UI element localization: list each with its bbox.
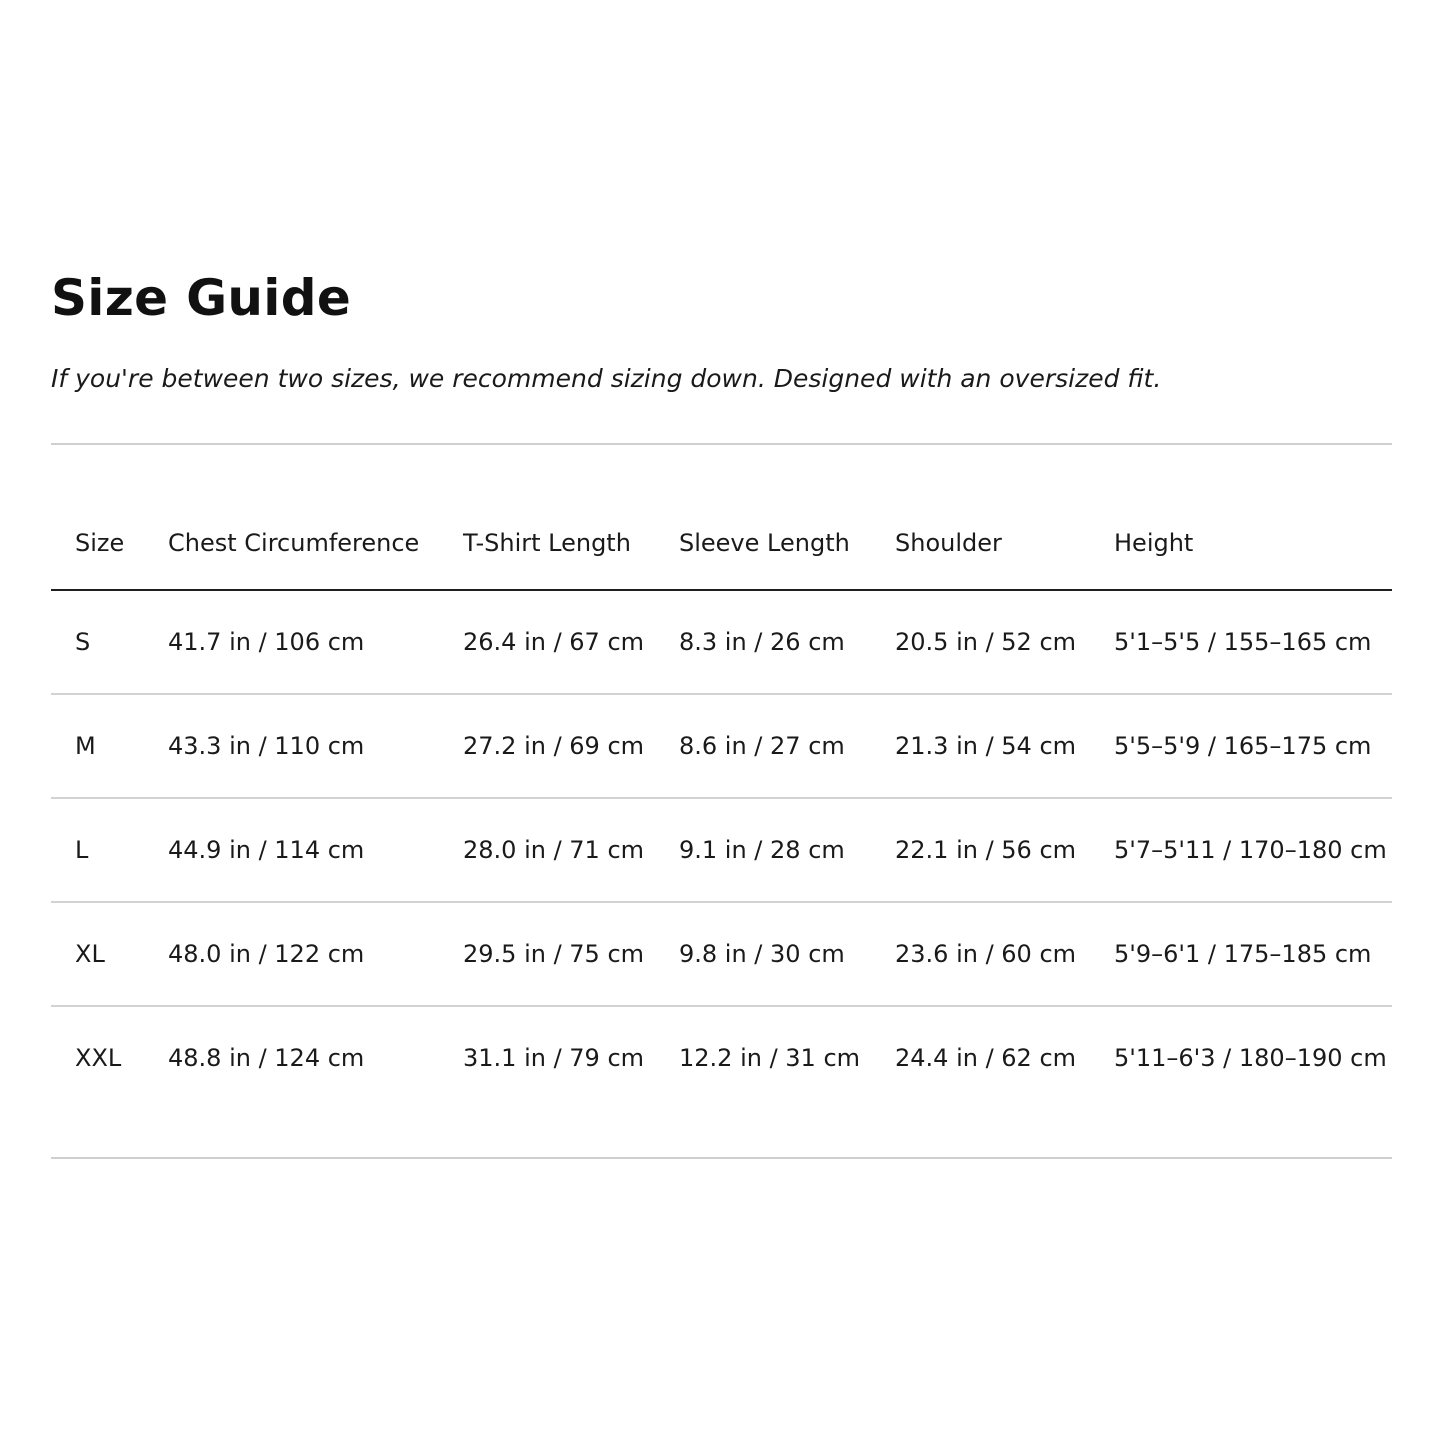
- cell-sleeve-length: 8.6 in / 27 cm: [655, 695, 871, 799]
- header-height: Height: [1090, 496, 1392, 591]
- header-row: [51, 496, 1392, 591]
- size-guide-panel: [51, 262, 1392, 1159]
- header-sleeve-length: Sleeve Length: [655, 496, 871, 591]
- size-table: [51, 496, 1392, 1109]
- header-size: Size: [51, 496, 144, 591]
- cell-height: 5'5–5'9 / 165–175 cm: [1090, 695, 1392, 799]
- cell-shoulder: 21.3 in / 54 cm: [871, 695, 1090, 799]
- cell-chest: 41.7 in / 106 cm: [144, 591, 439, 695]
- header-shoulder: Shoulder: [871, 496, 1090, 591]
- cell-shoulder: 20.5 in / 52 cm: [871, 591, 1090, 695]
- cell-height: 5'9–6'1 / 175–185 cm: [1090, 903, 1392, 1007]
- header-tshirt-length: T-Shirt Length: [439, 496, 655, 591]
- cell-size: S: [51, 591, 144, 695]
- fit-note: If you're between two sizes, we recommend sizing down. Designed with an oversized fit.: [51, 364, 1162, 393]
- cell-tshirt-length: 31.1 in / 79 cm: [463, 1044, 645, 1072]
- table-body: [51, 591, 1392, 1109]
- cell-chest: 44.9 in / 114 cm: [144, 799, 439, 903]
- cell-shoulder: 23.6 in / 60 cm: [871, 903, 1090, 1007]
- cell-shoulder: 24.4 in / 62 cm: [895, 1044, 1077, 1072]
- cell-tshirt-length: 28.0 in / 71 cm: [439, 799, 655, 903]
- table-row: [51, 1007, 1392, 1109]
- cell-tshirt-length: 26.4 in / 67 cm: [439, 591, 655, 695]
- cell-size: XL: [51, 903, 144, 1007]
- table-row: [51, 903, 1392, 1007]
- cell-size: M: [51, 695, 144, 799]
- cell-size: XXL: [75, 1044, 122, 1072]
- table-row: [51, 591, 1392, 695]
- cell-sleeve-length: 9.1 in / 28 cm: [655, 799, 871, 903]
- cell-chest: 43.3 in / 110 cm: [144, 695, 439, 799]
- cell-tshirt-length: 29.5 in / 75 cm: [439, 903, 655, 1007]
- header-chest: Chest Circumference: [144, 496, 439, 591]
- cell-height: 5'1–5'5 / 155–165 cm: [1090, 591, 1392, 695]
- cell-sleeve-length: 9.8 in / 30 cm: [655, 903, 871, 1007]
- cell-height: 5'11–6'3 / 180–190 cm: [1114, 1044, 1387, 1072]
- cell-shoulder: 22.1 in / 56 cm: [871, 799, 1090, 903]
- cell-tshirt-length: 27.2 in / 69 cm: [439, 695, 655, 799]
- bottom-divider: [51, 1157, 1392, 1159]
- table-row: [51, 799, 1392, 903]
- table-header: [51, 496, 1392, 591]
- size-table-container: [51, 445, 1392, 1109]
- cell-sleeve-length: 8.3 in / 26 cm: [655, 591, 871, 695]
- page-title: Size Guide: [51, 269, 352, 327]
- cell-chest: 48.8 in / 124 cm: [168, 1044, 365, 1072]
- cell-chest: 48.0 in / 122 cm: [144, 903, 439, 1007]
- cell-sleeve-length: 12.2 in / 31 cm: [679, 1044, 861, 1072]
- table-row: [51, 695, 1392, 799]
- cell-height: 5'7–5'11 / 170–180 cm: [1090, 799, 1392, 903]
- cell-size: L: [51, 799, 144, 903]
